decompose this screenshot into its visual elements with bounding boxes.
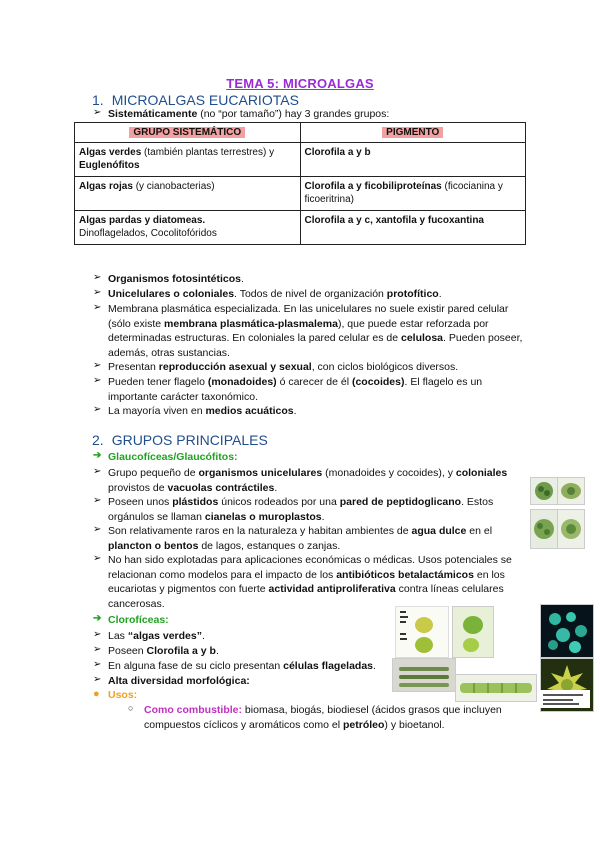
table-row: Algas rojas (y cianobacterias) Clorofila a y ficobiliproteínas (ficocianina y ficoeritrina) xyxy=(75,177,526,211)
arrow-bullet-icon: ➢ xyxy=(93,674,102,685)
arrow-right-icon: ➔ xyxy=(93,450,102,461)
chlorophyte-colony-micrograph xyxy=(392,658,456,692)
systematic-groups-table xyxy=(74,122,526,245)
feature-list-item: Unicelulares o coloniales. Todos de nivel de organización protofítico. xyxy=(108,288,442,300)
usos-heading: Usos: xyxy=(108,689,138,701)
feature-list-item: La mayoría viven en medios acuáticos. xyxy=(108,405,297,417)
arrow-bullet-icon: ➢ xyxy=(93,404,102,415)
table-header-group: GRUPO SISTEMÁTICO xyxy=(129,127,245,138)
feature-list-item: Pueden tener flagelo (monadoides) ó carecer de él (cocoides). El flagelo es un importante carácter taxonómico. xyxy=(108,376,483,403)
chlorophyte-illustration xyxy=(395,606,449,658)
table-row: Algas pardas y diatomeas. Dinoflagelados, Cocolitofóridos Clorofila a y c, xantofila y fucoxantina xyxy=(75,211,526,245)
table-header-pigment: PIGMENTO xyxy=(382,127,443,138)
arrow-bullet-icon: ➢ xyxy=(93,659,102,670)
clorofitos-heading: Clorofíceas: xyxy=(108,614,169,626)
glaucophyte-micrograph-3 xyxy=(530,509,558,549)
section1-number: 1. xyxy=(92,92,104,108)
glaucofitos-heading: Glaucofíceas/Glaucófitos: xyxy=(108,451,238,463)
bullet-dot-icon: ● xyxy=(93,688,100,700)
feature-list-item: Presentan reproducción asexual y sexual, con ciclos biológicos diversos. xyxy=(108,361,459,373)
circle-bullet-icon: ○ xyxy=(128,703,134,713)
arrow-bullet-icon: ➢ xyxy=(93,629,102,640)
arrow-bullet-icon: ➢ xyxy=(93,360,102,371)
arrow-bullet-icon: ➢ xyxy=(93,107,102,118)
glaucophyte-micrograph-2 xyxy=(557,477,585,505)
section2-title: GRUPOS PRINCIPALES xyxy=(111,432,268,448)
glaucofitos-list-item: Poseen unos plástidos únicos rodeados por una pared de peptidoglicano. Estos orgánulos se llaman cianelas o muroplastos. xyxy=(108,496,494,523)
feature-list-item: Organismos fotosintéticos. xyxy=(108,273,244,285)
section1-title: MICROALGAS EUCARIOTAS xyxy=(111,92,299,108)
arrow-bullet-icon: ➢ xyxy=(93,272,102,283)
arrow-bullet-icon: ➢ xyxy=(93,375,102,386)
section1-intro: Sistemáticamente (no “por tamaño”) hay 3 grandes grupos: xyxy=(108,108,390,120)
arrow-bullet-icon: ➢ xyxy=(93,553,102,564)
section2-heading xyxy=(92,432,268,448)
clorofitos-list-item: En alguna fase de su ciclo presentan células flageladas. xyxy=(108,660,376,672)
glaucofitos-list-item: No han sido explotadas para aplicaciones económicas o médicas. Usos potenciales se relacionan como modelos para el impacto de los antibióticos betalactámicos en los eucariotas y pigmentos con fuerte actividad antiproliferativa contra líneas celulares cancerosas. xyxy=(108,554,512,610)
page-title: TEMA 5: MICROALGAS xyxy=(226,76,374,91)
clorofitos-list-item: Las “algas verdes”. xyxy=(108,630,205,642)
combustible-item: Como combustible: biomasa, biogás, biodiesel (ácidos grasos que incluyen compuestos cíclicos y aromáticos como el petróleo) y bioetanol. xyxy=(144,704,502,731)
chlorophyte-micrograph-1 xyxy=(452,606,494,658)
arrow-bullet-icon: ➢ xyxy=(93,644,102,655)
feature-list-item: Membrana plasmática especializada. En las unicelulares no suele existir pared celular (sólo existe membrana plasmática-plasmalema), que puede estar reforzada por determinadas estructuras. En coloniales la pared celular es de celulosa. Pueden poseer, además, otras sustancias. xyxy=(108,303,523,359)
arrow-bullet-icon: ➢ xyxy=(93,302,102,313)
glaucofitos-list-item: Son relativamente raros en la naturaleza y habitan ambientes de agua dulce en el plancton o bentos de lagos, estanques o zanjas. xyxy=(108,525,493,552)
section1-heading xyxy=(92,92,299,108)
arrow-bullet-icon: ➢ xyxy=(93,466,102,477)
glaucophyte-micrograph-4 xyxy=(557,509,585,549)
table-row: Algas verdes (también plantas terrestres) y Euglenófitos Clorofila a y b xyxy=(75,143,526,177)
image-caption-graphic xyxy=(540,690,590,708)
glaucofitos-list-item: Grupo pequeño de organismos unicelulares (monadoides y cocoides), y coloniales provistos de vacuolas contráctiles. xyxy=(108,467,508,494)
table-header-row xyxy=(75,123,526,143)
glaucophyte-micrograph-1 xyxy=(530,477,558,505)
clorofitos-list-item: Poseen Clorofila a y b. xyxy=(108,645,219,657)
filamentous-alga-micrograph xyxy=(455,674,537,702)
arrow-bullet-icon: ➢ xyxy=(93,495,102,506)
arrow-right-icon: ➔ xyxy=(93,613,102,624)
section2-number: 2. xyxy=(92,432,104,448)
clorofitos-list-item: Alta diversidad morfológica: xyxy=(108,675,250,687)
arrow-bullet-icon: ➢ xyxy=(93,524,102,535)
chlorophyte-fluorescence-micrograph xyxy=(540,604,594,658)
arrow-bullet-icon: ➢ xyxy=(93,287,102,298)
